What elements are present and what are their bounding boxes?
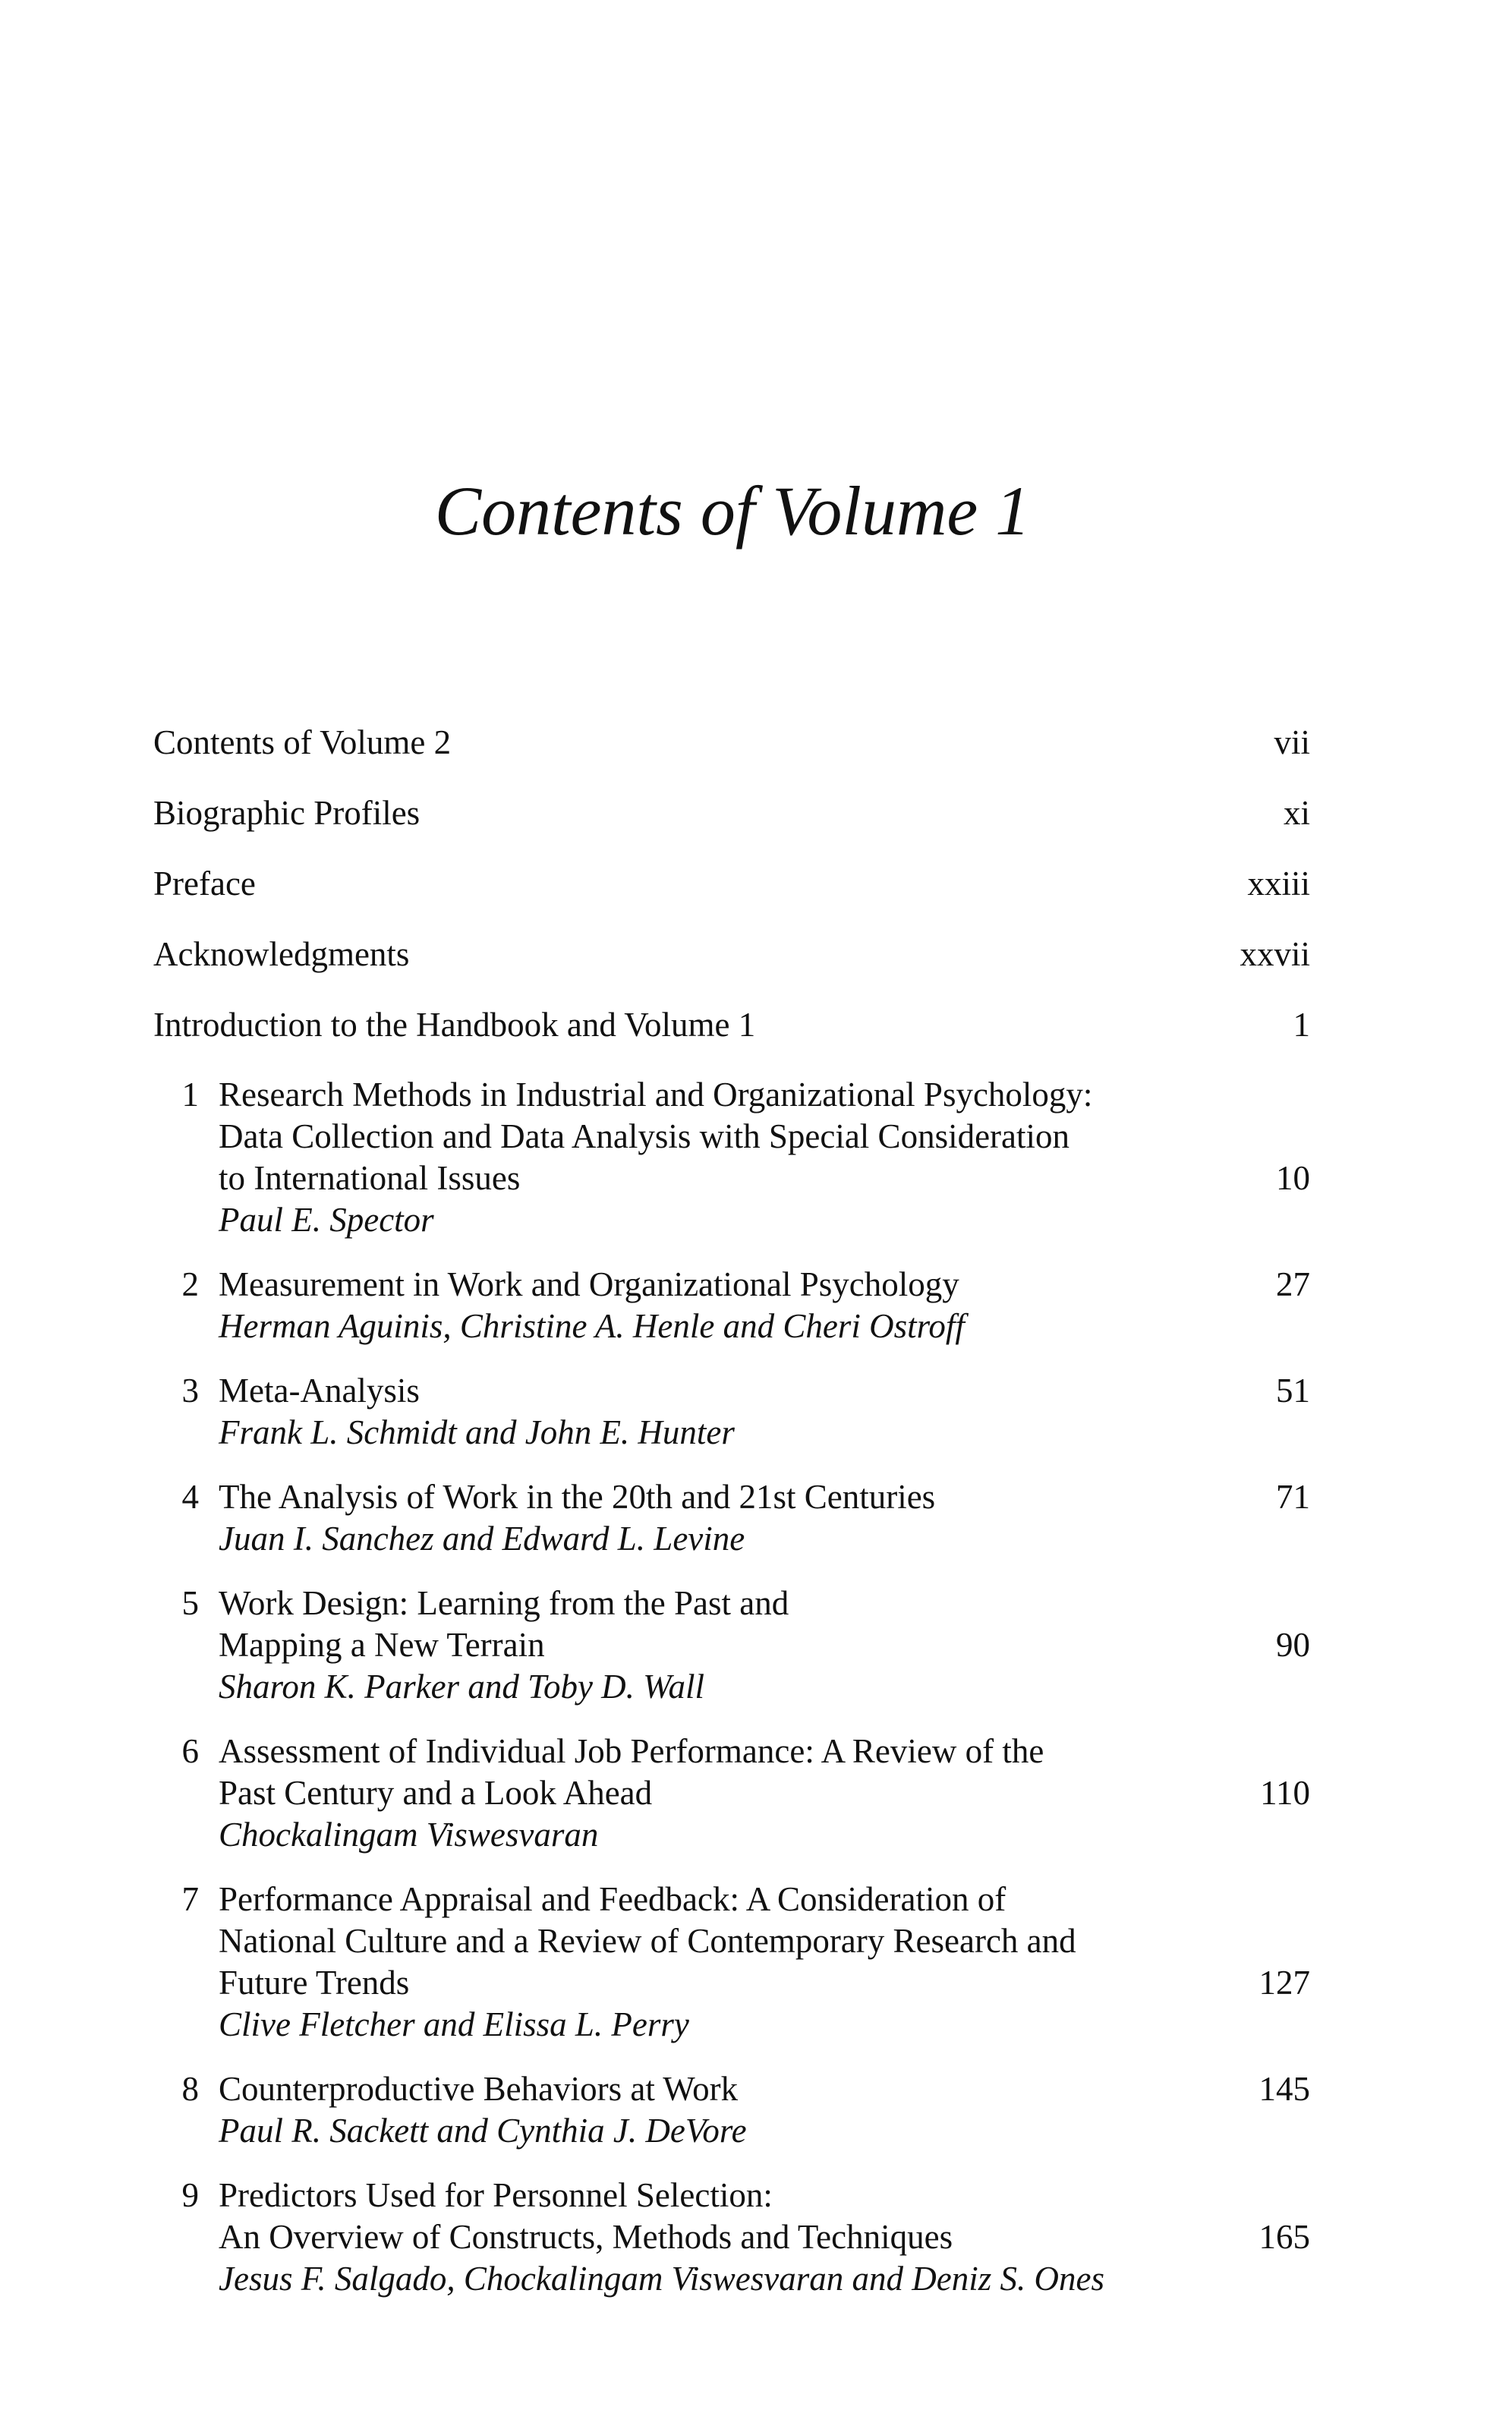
chapter-entry[interactable] bbox=[153, 1370, 1310, 1454]
toc-entry[interactable] bbox=[153, 792, 1310, 862]
chapter-page: 71 bbox=[1276, 1478, 1310, 1516]
chapter-title-line: Past Century and a Look Ahead bbox=[219, 1774, 653, 1812]
chapter-title-line: Performance Appraisal and Feedback: A Consideration of bbox=[219, 1880, 1006, 1918]
toc-entry-title: Contents of Volume 2 bbox=[153, 723, 452, 761]
chapter-title-line: Measurement in Work and Organizational Psychology bbox=[219, 1265, 959, 1303]
chapter-list bbox=[153, 1074, 1310, 2300]
toc-entry-page: xxvii bbox=[1240, 935, 1310, 973]
chapter-number: 9 bbox=[181, 2176, 199, 2214]
chapter-authors: Chockalingam Viswesvaran bbox=[219, 1816, 599, 1854]
chapter-page: 51 bbox=[1276, 1372, 1310, 1410]
toc-entry-page: xxiii bbox=[1247, 865, 1310, 902]
chapter-page: 145 bbox=[1258, 2070, 1310, 2108]
chapter-title-line: Data Collection and Data Analysis with Special Consideration bbox=[219, 1117, 1070, 1155]
chapter-entry[interactable] bbox=[153, 2068, 1310, 2152]
chapter-page: 90 bbox=[1276, 1626, 1310, 1664]
toc-entry-page: 1 bbox=[1293, 1006, 1310, 1044]
chapter-number: 4 bbox=[181, 1478, 199, 1516]
chapter-title-line: Mapping a New Terrain bbox=[219, 1626, 545, 1664]
chapter-page: 110 bbox=[1260, 1774, 1310, 1812]
chapter-title-line: National Culture and a Review of Contemporary Research and bbox=[219, 1922, 1076, 1960]
page-title: Contents of Volume 1 bbox=[434, 472, 1031, 550]
chapter-number: 3 bbox=[181, 1372, 199, 1410]
chapter-title-line: Predictors Used for Personnel Selection: bbox=[219, 2176, 773, 2214]
chapter-authors: Juan I. Sanchez and Edward L. Levine bbox=[219, 1520, 745, 1558]
chapter-page: 127 bbox=[1258, 1964, 1310, 2002]
chapter-title-line: Meta-Analysis bbox=[219, 1372, 420, 1410]
chapter-authors: Frank L. Schmidt and John E. Hunter bbox=[219, 1413, 735, 1451]
chapter-page: 27 bbox=[1276, 1265, 1310, 1303]
chapter-page: 10 bbox=[1276, 1159, 1310, 1197]
chapter-number: 8 bbox=[181, 2070, 199, 2108]
front-matter-list bbox=[153, 721, 1310, 1074]
chapter-entry[interactable] bbox=[153, 1074, 1310, 1241]
chapter-number: 5 bbox=[181, 1584, 199, 1622]
chapter-entry[interactable] bbox=[153, 1476, 1310, 1560]
chapter-authors: Paul E. Spector bbox=[219, 1201, 434, 1239]
chapter-title-line: to International Issues bbox=[219, 1159, 521, 1197]
chapter-number: 2 bbox=[181, 1265, 199, 1303]
chapter-title-line: Future Trends bbox=[219, 1964, 410, 2002]
toc-entry[interactable] bbox=[153, 1003, 1310, 1074]
toc-entry-title: Introduction to the Handbook and Volume 1 bbox=[153, 1006, 756, 1044]
chapter-title-line: Assessment of Individual Job Performance: A Review of the bbox=[219, 1732, 1044, 1770]
chapter-number: 6 bbox=[181, 1732, 199, 1770]
chapter-authors: Paul R. Sackett and Cynthia J. DeVore bbox=[219, 2112, 747, 2150]
chapter-entry[interactable] bbox=[153, 1731, 1310, 1856]
chapter-title-line: Work Design: Learning from the Past and bbox=[219, 1584, 789, 1622]
chapter-number: 1 bbox=[181, 1076, 199, 1114]
chapter-title-line: An Overview of Constructs, Methods and Techniques bbox=[219, 2218, 953, 2256]
chapter-authors: Herman Aguinis, Christine A. Henle and Cheri Ostroff bbox=[219, 1307, 965, 1345]
toc-entry[interactable] bbox=[153, 721, 1310, 792]
toc-entry-page: xi bbox=[1283, 794, 1310, 832]
toc-entry-title: Preface bbox=[153, 865, 256, 902]
table-of-contents bbox=[153, 721, 1310, 2323]
chapter-authors: Sharon K. Parker and Toby D. Wall bbox=[219, 1668, 705, 1706]
toc-entry-title: Acknowledgments bbox=[153, 935, 410, 973]
chapter-entry[interactable] bbox=[153, 2175, 1310, 2300]
chapter-entry[interactable] bbox=[153, 1879, 1310, 2046]
chapter-entry[interactable] bbox=[153, 1583, 1310, 1708]
toc-entry-page: vii bbox=[1274, 723, 1310, 761]
chapter-title-line: The Analysis of Work in the 20th and 21st Centuries bbox=[219, 1478, 936, 1516]
chapter-entry[interactable] bbox=[153, 1264, 1310, 1347]
chapter-authors: Clive Fletcher and Elissa L. Perry bbox=[219, 2005, 689, 2043]
chapter-number: 7 bbox=[181, 1880, 199, 1918]
chapter-title-line: Counterproductive Behaviors at Work bbox=[219, 2070, 739, 2108]
toc-entry[interactable] bbox=[153, 862, 1310, 933]
chapter-page: 165 bbox=[1258, 2218, 1310, 2256]
toc-entry-title: Biographic Profiles bbox=[153, 794, 421, 832]
toc-entry[interactable] bbox=[153, 933, 1310, 1003]
chapter-authors: Jesus F. Salgado, Chockalingam Viswesvaran and Deniz S. Ones bbox=[219, 2260, 1104, 2298]
chapter-title-line: Research Methods in Industrial and Organizational Psychology: bbox=[219, 1076, 1093, 1114]
